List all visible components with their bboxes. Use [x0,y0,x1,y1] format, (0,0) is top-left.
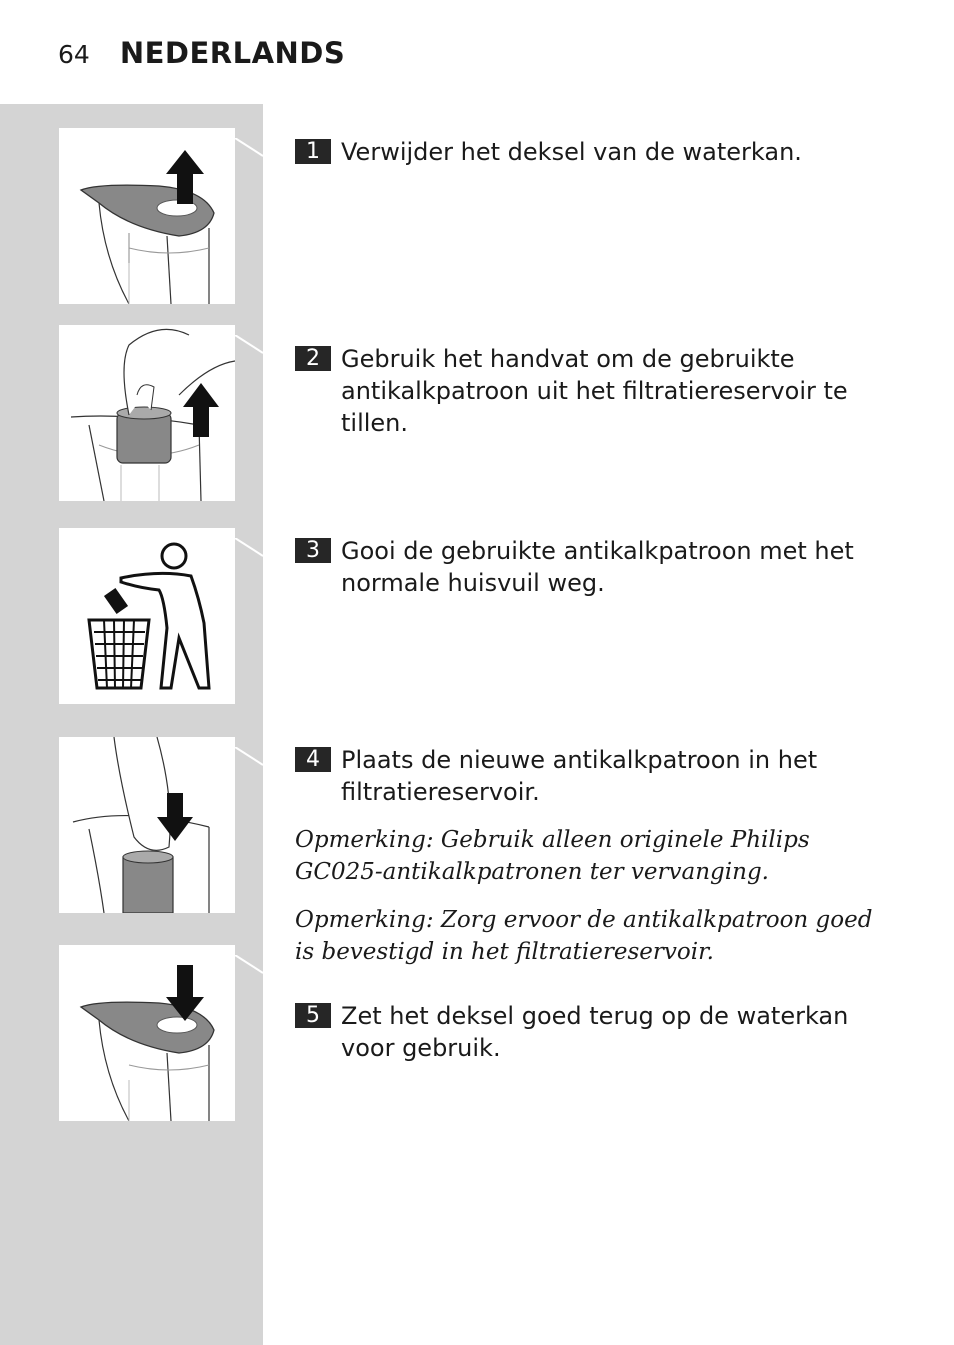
callout-pointer [235,747,265,771]
callout-pointer [235,538,265,562]
instruction-step [295,1000,875,1064]
jug-lid-removal-icon [59,128,235,304]
step-text: Gooi de gebruikte antikalkpatroon met het normale huisvuil weg. [341,537,854,597]
step-text: Verwijder het deksel van de waterkan. [341,138,802,166]
step-number-badge: 2 [295,346,331,371]
step-number-badge: 5 [295,1003,331,1028]
step-text: Plaats de nieuwe antikalkpatroon in het filtratiereservoir. [341,746,818,806]
instruction-step [295,136,875,168]
callout-pointer [235,335,265,359]
step-text: Zet het deksel goed terug op de waterkan voor gebruik. [341,1002,849,1062]
step-text: Gebruik het handvat om de gebruikte antikalkpatroon uit het filtratiereservoir te tillen. [341,345,848,437]
step-number-badge: 4 [295,747,331,772]
page-number: 64 [58,40,90,69]
note-text: Opmerking: Gebruik alleen originele Philips GC025-antikalkpatronen ter vervanging. [295,827,810,885]
instruction-step [295,343,875,439]
insert-cartridge-icon [59,737,235,913]
callout-pointer [235,955,265,979]
page-header [58,36,345,70]
lift-cartridge-icon [59,325,235,501]
step-number-badge: 3 [295,538,331,563]
section-title: NEDERLANDS [119,36,346,70]
callout-pointer [235,138,265,162]
instruction-step [295,744,875,808]
dispose-trash-icon [59,528,235,704]
step-number-badge: 1 [295,139,331,164]
instruction-step [295,535,875,599]
jug-lid-replace-icon [59,945,235,1121]
note-text: Opmerking: Zorg ervoor de antikalkpatroon goed is bevestigd in het filtratiereservoir. [295,907,873,965]
